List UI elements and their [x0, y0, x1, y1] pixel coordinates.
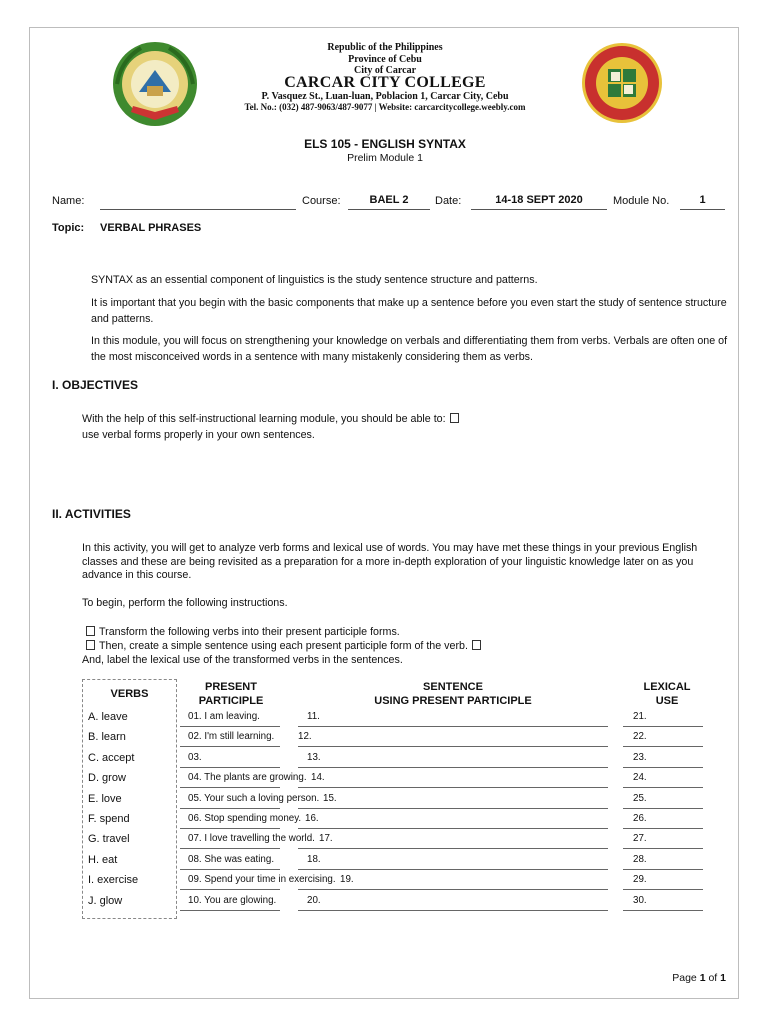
verb-cell: E. love	[88, 792, 122, 805]
sentence-answer-line[interactable]	[298, 808, 608, 809]
header-participle-line-2: PARTICIPLE	[198, 695, 264, 707]
verb-cell: C. accept	[88, 751, 135, 764]
sentence-answer-line[interactable]	[298, 787, 608, 788]
sentence-answer-line[interactable]	[298, 767, 608, 768]
name-label: Name:	[52, 195, 85, 207]
sentence-cell: 18.	[307, 853, 321, 865]
verb-cell: I. exercise	[88, 874, 139, 887]
sentence-cell: 20.	[307, 894, 321, 906]
sentence-answer-line[interactable]	[298, 910, 608, 911]
intro-paragraph-1: SYNTAX as an essential component of linguistics is the study sentence structure and patterns.	[91, 274, 538, 286]
header-province: Province of Cebu	[348, 54, 422, 65]
participle-answer-line[interactable]	[180, 889, 280, 890]
verb-cell: B. learn	[88, 731, 126, 744]
sentence-cell: 15.	[323, 792, 337, 804]
sentence-answer-line[interactable]	[298, 746, 608, 747]
header-lexical-line-1: LEXICAL	[643, 681, 691, 693]
sentence-cell: 13.	[307, 751, 321, 763]
topic-value: VERBAL PHRASES	[100, 222, 202, 234]
sentence-answer-line[interactable]	[298, 848, 608, 849]
intro-paragraph-2: It is important that you begin with the basic components that make up a sentence before you even start the study of sentence structure and patterns.	[91, 297, 727, 325]
participle-answer-line[interactable]	[180, 787, 280, 788]
sentence-answer-line[interactable]	[298, 889, 608, 890]
header-participle-line-1: PRESENT	[205, 681, 257, 693]
course-field[interactable]	[348, 209, 430, 210]
city-seal-logo	[581, 42, 663, 124]
participle-cell: 02. I'm still learning.	[188, 731, 275, 743]
header-address: P. Vasquez St., Luan-luan, Poblacion 1, Carcar City, Cebu	[261, 91, 509, 102]
instruction-2-text: Then, create a simple sentence using each present participle form of the verb.	[99, 640, 468, 652]
module-label: Module No.	[613, 195, 670, 207]
lexical-answer-line[interactable]	[623, 828, 703, 829]
college-seal-logo	[111, 40, 199, 128]
sentence-cell: 19.	[340, 874, 354, 886]
lexical-answer-line[interactable]	[623, 726, 703, 727]
module-field[interactable]	[680, 209, 725, 210]
verb-cell: G. travel	[88, 833, 130, 846]
document-page	[29, 27, 739, 999]
topic-label: Topic:	[52, 222, 85, 234]
name-field[interactable]	[100, 209, 296, 210]
page-total: 1	[720, 972, 726, 984]
sentence-cell: 17.	[319, 833, 333, 845]
document-subtitle: Prelim Module 1	[347, 152, 423, 164]
header-verbs: VERBS	[110, 688, 149, 700]
page-word: Page	[672, 972, 697, 984]
objectives-line-2: use verbal forms properly in your own sentences.	[82, 429, 315, 441]
sentence-cell: 11.	[307, 711, 320, 722]
participle-answer-line[interactable]	[180, 808, 280, 809]
lexical-cell: 29.	[633, 874, 647, 886]
lexical-answer-line[interactable]	[623, 787, 703, 788]
header-city: City of Carcar	[353, 65, 417, 76]
sentence-cell: 12.	[298, 731, 312, 743]
lexical-cell: 30.	[633, 894, 647, 906]
date-field[interactable]	[471, 209, 607, 210]
verb-cell: J. glow	[88, 894, 123, 907]
instruction-3: And, label the lexical use of the transformed verbs in the sentences.	[82, 654, 403, 666]
participle-answer-line[interactable]	[180, 848, 280, 849]
lexical-cell: 27.	[633, 833, 647, 845]
objectives-line-1	[82, 413, 463, 425]
lexical-answer-line[interactable]	[623, 848, 703, 849]
course-value: BAEL 2	[369, 194, 409, 206]
header-sentence-line-1: SENTENCE	[423, 681, 483, 693]
sentence-answer-line[interactable]	[298, 726, 608, 727]
bullet-box-icon	[472, 640, 481, 650]
instruction-2	[82, 639, 485, 653]
lexical-answer-line[interactable]	[623, 808, 703, 809]
verb-cell: H. eat	[88, 853, 118, 866]
participle-cell: 07. I love travelling the world.	[188, 833, 315, 845]
participle-answer-line[interactable]	[180, 767, 280, 768]
course-label: Course:	[302, 195, 341, 207]
participle-cell: 05. Your such a loving person.	[188, 792, 320, 804]
sentence-answer-line[interactable]	[298, 828, 608, 829]
lexical-cell: 22.	[633, 731, 647, 743]
page-number: 1	[699, 972, 706, 984]
participle-cell: 08. She was eating.	[188, 853, 275, 865]
page-footer	[672, 972, 726, 984]
lexical-cell: 26.	[633, 813, 647, 824]
header-lexical-line-2: USE	[655, 695, 679, 707]
participle-answer-line[interactable]	[180, 828, 280, 829]
participle-cell: 10. You are glowing.	[188, 894, 277, 906]
participle-answer-line[interactable]	[180, 869, 280, 870]
lexical-answer-line[interactable]	[623, 746, 703, 747]
verb-cell: F. spend	[88, 813, 130, 825]
objectives-intro-text: With the help of this self-instructional learning module, you should be able to:	[82, 413, 446, 425]
sentence-cell: 14.	[311, 772, 325, 784]
instruction-1-text: Transform the following verbs into their present participle forms.	[99, 626, 400, 638]
verb-cell: D. grow	[88, 772, 126, 785]
activities-heading: II. ACTIVITIES	[52, 507, 131, 521]
header-college-name: CARCAR CITY COLLEGE	[284, 74, 486, 91]
verb-cell: A. leave	[88, 711, 128, 723]
activities-paragraph-1: In this activity, you will get to analyze verb forms and lexical use of words. You may have met these things in your previous English classes and these are being revisited as a preparation for a more in-depth exploration of your linguistic knowledge later on as you advance in this course.	[82, 542, 698, 581]
module-value: 1	[699, 194, 706, 206]
lexical-cell: 23.	[633, 751, 647, 763]
bullet-box-icon	[450, 413, 459, 423]
lexical-answer-line[interactable]	[623, 767, 703, 768]
participle-cell: 09. Spend your time in exercising.	[188, 874, 336, 886]
lexical-cell: 21.	[633, 711, 647, 722]
participle-answer-line[interactable]	[180, 726, 280, 727]
lexical-answer-line[interactable]	[623, 869, 703, 870]
participle-cell: 04. The plants are growing.	[188, 772, 307, 784]
document-title: ELS 105 - ENGLISH SYNTAX	[304, 137, 466, 151]
participle-cell: 01. I am leaving.	[188, 711, 260, 722]
participle-cell: 06. Stop spending money.	[188, 813, 302, 824]
header-sentence-line-2: USING PRESENT PARTICIPLE	[374, 695, 532, 707]
activities-paragraph-2: To begin, perform the following instructions.	[82, 597, 288, 609]
lexical-cell: 28.	[633, 853, 647, 865]
sentence-answer-line[interactable]	[298, 869, 608, 870]
bullet-box-icon	[86, 626, 95, 636]
bullet-box-icon	[86, 640, 95, 650]
lexical-cell: 24.	[633, 772, 647, 784]
instruction-1	[82, 625, 400, 639]
header-contact: Tel. No.: (032) 487-9063/487-9077 | Website: carcarcitycollege.weebly.com	[244, 102, 526, 112]
participle-answer-line[interactable]	[180, 746, 280, 747]
sentence-cell: 16.	[305, 813, 319, 824]
objectives-heading: I. OBJECTIVES	[52, 378, 139, 392]
participle-cell: 03.	[188, 751, 202, 763]
date-label: Date:	[435, 195, 462, 207]
lexical-answer-line[interactable]	[623, 889, 703, 890]
lexical-cell: 25.	[633, 792, 647, 804]
header-republic: Republic of the Philippines	[327, 42, 443, 53]
of-word: of	[708, 972, 718, 984]
intro-paragraph-3: In this module, you will focus on strengthening your knowledge on verbals and differentiating them from verbs. Verbals are often one of the most misconceived words in a sentence with many mistakenly considering them as verbs.	[91, 335, 728, 363]
date-value: 14-18 SEPT 2020	[495, 194, 583, 206]
participle-answer-line[interactable]	[180, 910, 280, 911]
lexical-answer-line[interactable]	[623, 910, 703, 911]
